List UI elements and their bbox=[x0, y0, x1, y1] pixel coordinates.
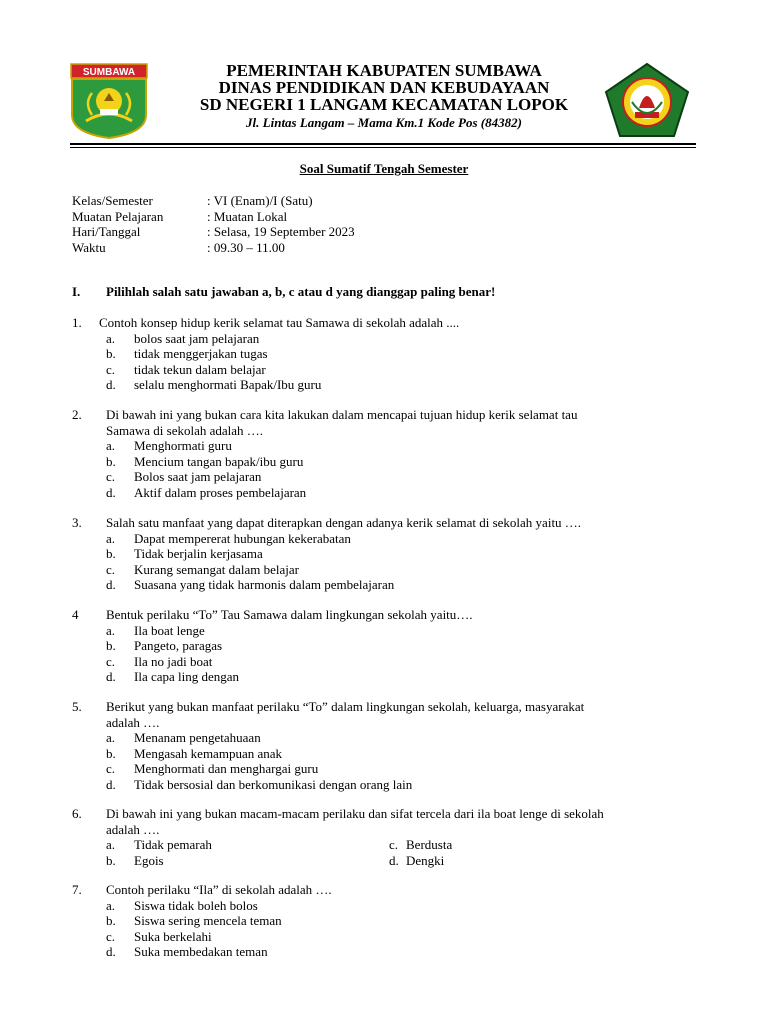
answer-option[interactable] bbox=[106, 469, 692, 485]
option-text: Tidak pemarah bbox=[134, 837, 212, 852]
option-letter: b. bbox=[106, 745, 116, 761]
option-letter: b. bbox=[106, 453, 116, 469]
option-text: Menghormati dan menghargai guru bbox=[134, 761, 319, 776]
exam-info bbox=[72, 193, 355, 255]
answer-option[interactable] bbox=[106, 837, 389, 853]
question-2 bbox=[72, 407, 692, 500]
exam-info-label: Hari/Tanggal bbox=[72, 224, 141, 239]
sumbawa-regency-logo bbox=[70, 63, 148, 139]
answer-option[interactable] bbox=[106, 546, 692, 562]
option-text: Dapat mempererat hubungan kekerabatan bbox=[134, 530, 351, 546]
option-text: Tidak berjalin kerjasama bbox=[134, 546, 263, 561]
option-letter: a. bbox=[106, 530, 116, 546]
option-letter: d. bbox=[106, 776, 116, 792]
exam-info-value: : 09.30 – 11.00 bbox=[207, 239, 285, 255]
answer-option[interactable] bbox=[106, 898, 692, 914]
question-5 bbox=[72, 699, 692, 792]
question-number: 1. bbox=[72, 315, 82, 330]
exam-info-value: : Muatan Lokal bbox=[207, 208, 288, 224]
option-text: tidak tekun dalam belajar bbox=[134, 361, 266, 377]
exam-info-row bbox=[72, 224, 355, 240]
answer-option[interactable] bbox=[106, 331, 692, 347]
option-text: Menanam pengetahuaan bbox=[134, 730, 261, 745]
question-text: Di bawah ini yang bukan cara kita lakukan dalam mencapai tujuan hidup kerik selamat tau bbox=[106, 407, 578, 422]
question-number: 4 bbox=[72, 607, 79, 622]
question-number: 6. bbox=[72, 806, 82, 821]
answer-option[interactable] bbox=[106, 654, 692, 670]
answer-option[interactable] bbox=[106, 377, 692, 393]
option-text: Menghormati guru bbox=[134, 438, 232, 453]
exam-info-label: Muatan Pelajaran bbox=[72, 208, 164, 224]
question-text: Salah satu manfaat yang dapat diterapkan dengan adanya kerik selamat di sekolah yaitu …. bbox=[106, 515, 582, 530]
svg-text:SUMBAWA: SUMBAWA bbox=[82, 67, 136, 78]
option-text: bolos saat jam pelajaran bbox=[134, 330, 260, 346]
question-number: 5. bbox=[72, 699, 82, 714]
option-letter: a. bbox=[106, 837, 116, 852]
option-text: Siswa tidak boleh bolos bbox=[134, 897, 258, 913]
question-text-continued: adalah …. bbox=[106, 821, 160, 837]
question-4 bbox=[72, 607, 692, 685]
letterhead-rule-thin bbox=[70, 147, 696, 148]
option-letter: c. bbox=[106, 361, 116, 377]
option-letter: c. bbox=[106, 928, 116, 944]
question-number: 3. bbox=[72, 515, 82, 530]
option-letter: c. bbox=[389, 837, 399, 852]
exam-info-label: Kelas/Semester bbox=[72, 193, 153, 208]
option-text: Ila no jadi boat bbox=[134, 653, 213, 669]
option-text: selalu menghormati Bapak/Ibu guru bbox=[134, 377, 322, 392]
question-3 bbox=[72, 515, 692, 593]
question-text: Bentuk perilaku “To” Tau Samawa dalam lingkungan sekolah yaitu…. bbox=[106, 607, 473, 622]
answer-option[interactable] bbox=[389, 837, 672, 853]
section-instruction bbox=[72, 284, 495, 300]
school-emblem-logo bbox=[604, 62, 690, 138]
answer-option[interactable] bbox=[106, 777, 692, 793]
option-letter: d. bbox=[106, 944, 116, 959]
answer-option[interactable] bbox=[106, 746, 692, 762]
option-letter: b. bbox=[106, 346, 116, 361]
question-text: Contoh konsep hidup kerik selamat tau Samawa di sekolah adalah .... bbox=[99, 315, 460, 330]
answer-option[interactable] bbox=[106, 853, 389, 869]
option-letter: d. bbox=[106, 484, 116, 500]
answer-option[interactable] bbox=[106, 438, 692, 454]
option-text: Pangeto, paragas bbox=[134, 638, 223, 653]
option-letter: a. bbox=[106, 330, 116, 346]
option-text: Suka membedakan teman bbox=[134, 944, 268, 959]
question-1 bbox=[72, 315, 692, 393]
option-letter: b. bbox=[106, 913, 116, 928]
question-text-continued: adalah …. bbox=[106, 714, 160, 730]
answer-option[interactable] bbox=[106, 929, 692, 945]
answer-option[interactable] bbox=[106, 362, 692, 378]
exam-info-label: Waktu bbox=[72, 239, 106, 255]
answer-option[interactable] bbox=[106, 944, 692, 960]
option-letter: c. bbox=[106, 761, 116, 776]
option-text: Dengki bbox=[406, 852, 445, 868]
question-7 bbox=[72, 882, 692, 960]
answer-option[interactable] bbox=[106, 562, 692, 578]
option-text: Suasana yang tidak harmonis dalam pembelajaran bbox=[134, 577, 395, 592]
option-letter: a. bbox=[106, 897, 116, 913]
option-letter: d. bbox=[106, 577, 116, 592]
option-text: Ila boat lenge bbox=[134, 622, 205, 638]
option-letter: a. bbox=[106, 622, 116, 638]
answer-option[interactable] bbox=[106, 638, 692, 654]
answer-option[interactable] bbox=[106, 577, 692, 593]
option-text: Mencium tangan bapak/ibu guru bbox=[134, 453, 304, 469]
option-letter: d. bbox=[389, 852, 399, 868]
question-text: Di bawah ini yang bukan macam-macam perilaku dan sifat tercela dari ila boat lenge di sekolah bbox=[106, 806, 604, 821]
answer-option[interactable] bbox=[106, 669, 692, 685]
option-text: Aktif dalam proses pembelajaran bbox=[134, 484, 307, 500]
option-letter: c. bbox=[106, 653, 116, 669]
option-letter: b. bbox=[106, 638, 116, 653]
option-text: Mengasah kemampuan anak bbox=[134, 745, 283, 761]
answer-option[interactable] bbox=[106, 531, 692, 547]
letterhead-line-3: SD NEGERI 1 LANGAM KECAMATAN LOPOK bbox=[199, 95, 569, 114]
answer-option[interactable] bbox=[106, 730, 692, 746]
answer-option[interactable] bbox=[106, 346, 692, 362]
letterhead-line-1: PEMERINTAH KABUPATEN SUMBAWA bbox=[226, 61, 542, 80]
exam-info-value: : VI (Enam)/I (Satu) bbox=[207, 193, 313, 208]
answer-option[interactable] bbox=[106, 485, 692, 501]
option-letter: a. bbox=[106, 438, 116, 453]
option-text: Kurang semangat dalam belajar bbox=[134, 561, 299, 577]
question-number: 2. bbox=[72, 407, 82, 422]
answer-option[interactable] bbox=[106, 761, 692, 777]
answer-option[interactable] bbox=[106, 623, 692, 639]
option-letter: d. bbox=[106, 669, 116, 684]
option-text: Ila capa ling dengan bbox=[134, 669, 240, 684]
option-letter: c. bbox=[106, 469, 116, 484]
option-letter: c. bbox=[106, 561, 116, 577]
section-instruction-text: Pilihlah salah satu jawaban a, b, c atau d yang dianggap paling benar! bbox=[106, 284, 496, 299]
exam-info-value: : Selasa, 19 September 2023 bbox=[207, 224, 355, 239]
option-letter: b. bbox=[106, 546, 116, 561]
option-letter: a. bbox=[106, 730, 116, 745]
option-letter: b. bbox=[106, 852, 116, 868]
answer-option[interactable] bbox=[389, 853, 672, 869]
option-text: Egois bbox=[134, 852, 164, 868]
option-text: Suka berkelahi bbox=[134, 928, 212, 944]
document-title: Soal Sumatif Tengah Semester bbox=[299, 161, 469, 176]
question-number: 7. bbox=[72, 882, 82, 897]
exam-info-row bbox=[72, 240, 355, 256]
question-6 bbox=[72, 806, 692, 868]
question-text: Contoh perilaku “Ila” di sekolah adalah …. bbox=[106, 882, 332, 897]
option-letter: d. bbox=[106, 377, 116, 392]
exam-info-row bbox=[72, 209, 355, 225]
option-text: Bolos saat jam pelajaran bbox=[134, 469, 262, 484]
letterhead-address: Jl. Lintas Langam – Mama Km.1 Kode Pos (84382) bbox=[246, 115, 522, 130]
letterhead bbox=[150, 62, 618, 131]
letterhead-rule-thick bbox=[70, 143, 696, 145]
option-text: tidak menggerjakan tugas bbox=[134, 346, 268, 361]
answer-option[interactable] bbox=[106, 454, 692, 470]
letterhead-line-2: DINAS PENDIDIKAN DAN KEBUDAYAAN bbox=[218, 78, 550, 97]
answer-option[interactable] bbox=[106, 913, 692, 929]
question-text: Berikut yang bukan manfaat perilaku “To” dalam lingkungan sekolah, keluarga, masyarakat bbox=[106, 699, 585, 714]
option-text: Tidak bersosial dan berkomunikasi dengan orang lain bbox=[134, 776, 413, 792]
option-text: Siswa sering mencela teman bbox=[134, 913, 282, 928]
question-text-continued: Samawa di sekolah adalah …. bbox=[106, 422, 264, 438]
exam-info-row bbox=[72, 193, 355, 209]
section-number: I. bbox=[72, 284, 81, 299]
option-text: Berdusta bbox=[406, 837, 453, 852]
